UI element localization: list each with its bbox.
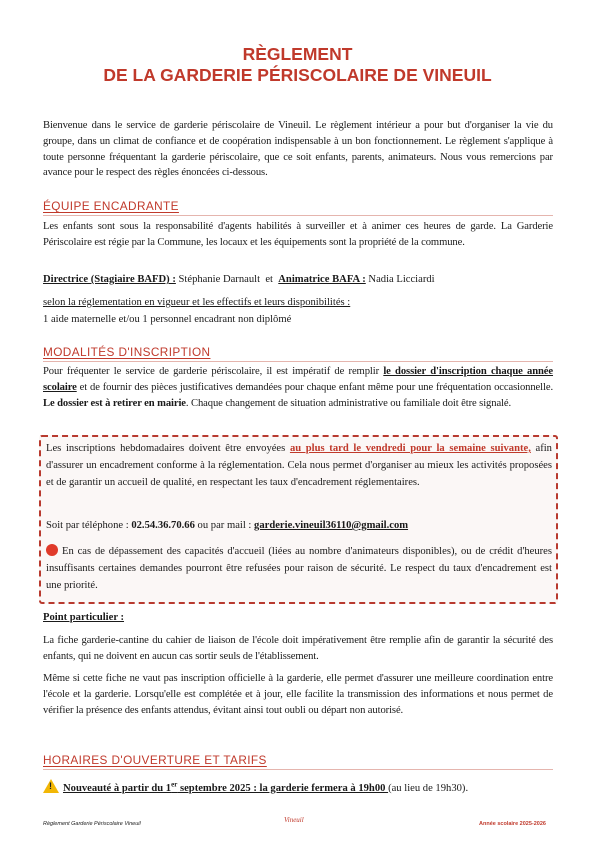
footer-right: Année scolaire 2025-2026	[479, 821, 546, 827]
intro-paragraph: Bienvenue dans le service de garderie périscolaire de Vineuil. Le règlement intérieur a pour but d'organiser la vie du groupe, dans un climat de confiance et de coopération indispensable à un bon fonctionnement. Le règlement s'applique à toute personne fréquentant la garderie périscolaire, que ce soit enfants, parents, animateurs. Nous vous remercions par avance pour le respect des règles énoncées ci-dessous.	[43, 120, 553, 179]
heading-rule	[43, 215, 553, 216]
heading-text: MODALITÉS D'INSCRIPTION	[43, 345, 211, 359]
heading-text: ÉQUIPE ENCADRANTE	[43, 199, 179, 213]
heading-rule	[43, 769, 553, 770]
directrice-label: Directrice (Stagiaire BAFD) :	[43, 274, 176, 285]
warning-text: En cas de dépassement des capacités d'accueil (liées au nombre d'animateurs disponibles), ou de crédit d'heures insuffisants certaines demandes pourront être refusées pour raison de sécurité. Le respect du taux d'encadrement est une priorité.	[46, 546, 552, 591]
text-segment: (au lieu de 19h30).	[388, 783, 469, 794]
mairie-emphasis: Le dossier est à retirer en mairie	[43, 397, 186, 409]
page-title-line1: RÈGLEMENT	[242, 44, 353, 64]
inscription-paragraph	[43, 364, 553, 411]
animatrice-label: Animatrice BAFA :	[278, 274, 366, 285]
superscript: er	[171, 780, 178, 789]
text-segment: et de fournir des pièces justificatives demandées pour chaque enfant même pour une fréquentation occasionnelle.	[76, 381, 553, 393]
text-segment: . Chaque changement de situation administrative ou familiale doit être signalé.	[185, 397, 512, 409]
capacity-warning	[46, 544, 552, 594]
section-heading-inscription	[43, 345, 210, 359]
text-segment: Pour fréquenter le service de garderie périscolaire, il est impératif de remplir	[43, 366, 384, 377]
equipe-paragraph: Les enfants sont sous la responsabilité d'agents habilités à surveiller et à animer ces heures de garde. La Garderie Périscolaire est régie par la Commune, les locaux et les équipements sont la propriété de la commune.	[43, 221, 553, 248]
heading-text: HORAIRES D'OUVERTURE ET TARIFS	[43, 753, 267, 767]
section-heading-equipe	[43, 199, 179, 213]
animatrice-name: Nadia Licciardi	[368, 274, 435, 285]
footer-left: Règlement Garderie Périscolaire Vineuil	[43, 821, 141, 827]
inscription-notice-box	[39, 435, 558, 604]
nouveaute-line	[43, 779, 468, 794]
email-link[interactable]: garderie.vineuil36110@gmail.com	[254, 520, 409, 531]
reglementation-line: selon la réglementation en vigueur et les effectifs et leurs disponibilités :	[43, 297, 351, 308]
warning-triangle-icon	[43, 779, 59, 793]
page-title-line2: DE LA GARDERIE PÉRISCOLAIRE DE VINEUIL	[103, 65, 492, 85]
section-heading-horaires	[43, 753, 267, 767]
box-paragraph	[46, 441, 552, 491]
vineuil-logo: Vineuil	[284, 816, 304, 824]
point-paragraph-1: La fiche garderie-cantine du cahier de liaison de l'école doit impérativement être remplie afin de garantir la sécurité des enfants, qui ne doivent en aucun cas sortir seuls de l'établissement.	[43, 635, 553, 662]
text-segment: Nouveauté à partir du 1	[63, 783, 172, 794]
red-circle-icon	[46, 544, 58, 556]
deadline-emphasis: au plus tard le vendredi pour la semaine suivante,	[289, 443, 531, 454]
point-heading-text: Point particulier :	[43, 612, 125, 623]
directrice-name: Stéphanie Darnault	[178, 274, 261, 285]
point-heading	[43, 612, 124, 623]
staff-line	[43, 274, 435, 285]
dossier-emphasis: le dossier d'inscription chaque année scolaire	[43, 366, 554, 393]
point-paragraph-2: Même si cette fiche ne vaut pas inscription officielle à la garderie, elle permet d'assurer une meilleure coordination entre l'école et la garderie. Lorsqu'elle est complétée et à jour, elle facilite la transmission des informations et nous permet de vérifier la présence des enfants attendus, évitant ainsi tout oubli ou départ non autorisé.	[43, 673, 553, 716]
aide-line: 1 aide maternelle et/ou 1 personnel encadrant non diplômé	[43, 314, 292, 325]
phone-number[interactable]: 02.54.36.70.66	[131, 520, 195, 531]
text-segment: ou par mail :	[194, 520, 255, 531]
text-segment: afin d'assurer un encadrement conforme à la réglementation. Cela nous permet d'organiser au mieux les activités proposées et de garantir un accueil de qualité, en respectant les taux d'encadrement réglementaires.	[46, 443, 552, 488]
heading-rule	[43, 361, 553, 362]
et-text: et	[265, 274, 273, 285]
text-segment: septembre 2025 : la garderie fermera à 19h00	[177, 783, 389, 794]
contact-line	[46, 518, 552, 535]
text-segment: Les inscriptions hebdomadaires doivent être envoyées	[46, 443, 290, 454]
text-segment: Soit par téléphone :	[46, 520, 132, 531]
